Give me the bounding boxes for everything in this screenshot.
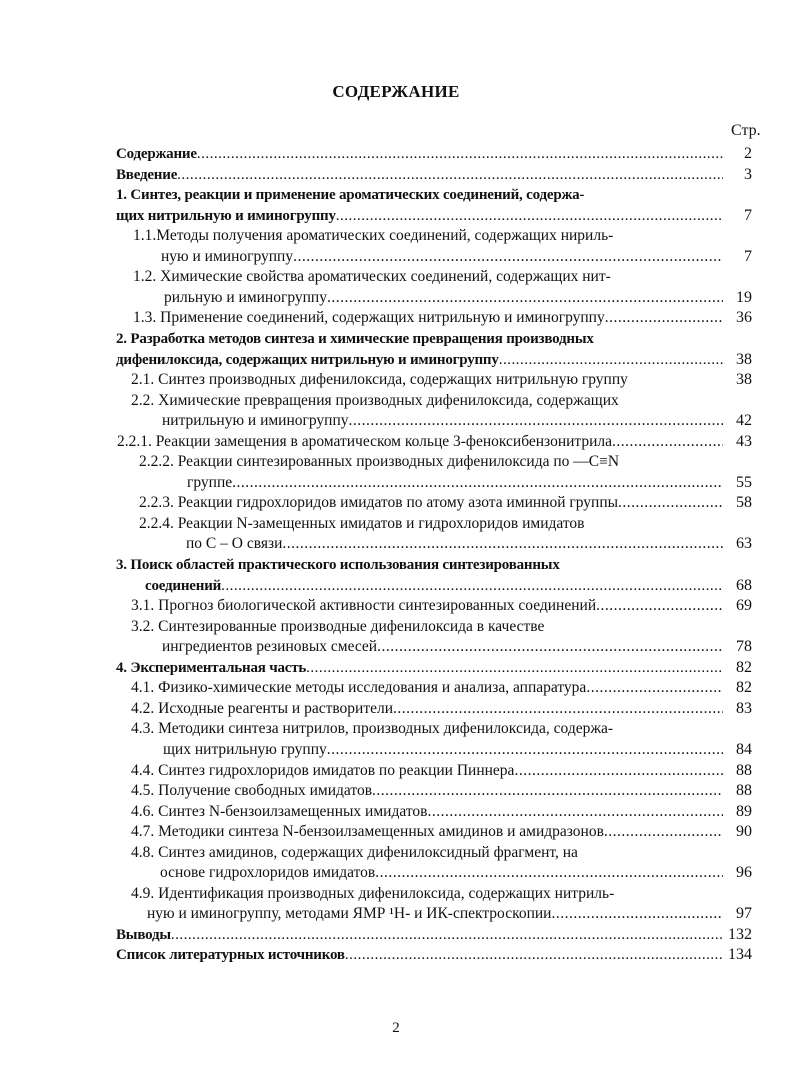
toc-entry-line <box>116 925 723 945</box>
toc-entry-text: 4.6. Синтез N-бензоилзамещенных имидатов <box>131 802 428 820</box>
toc-entry-text: 4.7. Методики синтеза N-бензоилзамещенных амидинов и амидразонов <box>131 823 604 841</box>
dot-leader <box>306 658 723 678</box>
toc-entry-text: 2.2. Химические превращения производных дифенилоксида, содержащих <box>131 391 619 409</box>
toc-entry-text: 2.2.4. Реакции N-замещенных имидатов и гидрохлоридов имидатов <box>139 514 585 532</box>
toc-entry-line <box>116 945 723 965</box>
dot-leader <box>282 534 723 554</box>
toc-entry-line <box>131 596 723 616</box>
toc-entry-line <box>187 473 723 493</box>
dot-leader <box>349 411 723 431</box>
toc-entry-text: 2.2.1. Реакции замещения в ароматическом кольце 3-феноксибензонитрила <box>117 432 613 450</box>
toc-page-number: 43 <box>736 432 752 450</box>
toc-entry-line <box>133 308 723 328</box>
toc-page-number: 7 <box>744 206 752 224</box>
toc-entry-line <box>164 288 723 308</box>
dot-leader <box>327 288 723 308</box>
dot-leader <box>393 699 723 719</box>
toc-page-number: 84 <box>736 740 752 758</box>
toc-entry-text: 1.2. Химические свойства ароматических соединений, содержащих нит- <box>133 268 611 286</box>
dot-leader <box>177 165 723 185</box>
toc-entry-line <box>116 658 723 678</box>
toc-entry-line <box>116 165 723 185</box>
dot-leader <box>336 206 723 226</box>
dot-leader <box>551 904 723 924</box>
page-number: 2 <box>392 1020 400 1036</box>
toc-entry-text: рильную и иминогруппу <box>164 288 327 306</box>
dot-leader <box>427 802 723 822</box>
toc-entry-text: нитрильную и иминогруппу <box>162 412 349 430</box>
toc-entry-line <box>133 267 730 287</box>
toc-entry-line <box>163 740 723 760</box>
dot-leader <box>499 350 723 370</box>
toc-entry-text: 1.3. Применение соединений, содержащих нитрильную и иминогруппу <box>133 309 605 327</box>
toc-entry-line <box>131 699 723 719</box>
toc-entry-line <box>139 452 730 472</box>
toc-page-number: 55 <box>736 473 752 491</box>
toc-page-number: 88 <box>736 782 752 800</box>
toc-entry-line <box>131 370 723 390</box>
toc-entry-text: основе гидрохлоридов имидатов <box>160 864 376 882</box>
toc-entry-text: 4.4. Синтез гидрохлоридов имидатов по реакции Пиннера <box>131 761 515 779</box>
toc-page-number: 42 <box>736 412 752 430</box>
toc-entry-text: ингредиентов резиновых смесей <box>162 638 378 656</box>
dot-leader <box>221 576 723 596</box>
toc-page-number: 7 <box>744 247 752 265</box>
toc-entry-text: 2. Разработка методов синтеза и химические превращения производных <box>116 330 594 347</box>
toc-entry-text: 4.9. Идентификация производных дифенилоксида, содержащих нитриль- <box>131 884 615 902</box>
dot-leader <box>345 945 723 965</box>
toc-entry-text: 2.1. Синтез производных дифенилоксида, содержащих нитрильную группу <box>131 371 628 389</box>
toc-entry-line <box>116 185 730 205</box>
dot-leader <box>372 781 723 801</box>
toc-entry-line <box>116 350 723 370</box>
toc-entry-text: 3. Поиск областей практического использования синтезированных <box>116 557 560 573</box>
toc-entry-text: 2.2.3. Реакции гидрохлоридов имидатов по атому азота иминной группы <box>139 494 619 512</box>
toc-entry-text: Содержание <box>116 146 197 162</box>
toc-entry-text: щих нитрильную группу <box>163 740 327 758</box>
toc-entry-text: ную и иминогруппу <box>161 247 294 265</box>
page-column-header: Стр. <box>731 122 761 139</box>
dot-leader <box>197 144 723 164</box>
toc-entry-line <box>131 719 730 739</box>
toc-entry-text: Выводы <box>116 926 171 943</box>
toc-entry-line <box>116 555 730 575</box>
toc-entry-line <box>145 576 723 596</box>
toc-page-number: 68 <box>736 576 752 594</box>
toc-page-number: 88 <box>736 761 752 779</box>
toc-entry-line <box>131 391 730 411</box>
toc-page-number: 82 <box>736 679 752 697</box>
toc-page-number: 89 <box>736 802 752 820</box>
toc-page-number: 82 <box>736 658 752 676</box>
toc-page-number: 134 <box>728 946 752 964</box>
toc-entry-text: 3.2. Синтезированные производные дифенилоксида в качестве <box>131 617 545 635</box>
toc-page-number: 63 <box>736 535 752 553</box>
toc-entry-line <box>131 843 730 863</box>
dot-leader <box>232 473 723 493</box>
dot-leader <box>293 247 723 267</box>
toc-entry-text: 4.8. Синтез амидинов, содержащих дифенилоксидный фрагмент, на <box>131 843 578 861</box>
toc-page-number: 90 <box>736 823 752 841</box>
toc-entry-text: 3.1. Прогноз биологической активности синтезированных соединений <box>131 597 597 615</box>
toc-entry-text: 4.3. Методики синтеза нитрилов, производных дифенилоксида, содержа- <box>131 720 614 738</box>
toc-entry-line <box>116 144 723 164</box>
toc-entry-text: Список литературных источников <box>116 947 345 964</box>
dot-leader <box>171 925 723 945</box>
dot-leader <box>514 761 723 781</box>
toc-entry-text: Введение <box>116 166 178 183</box>
toc-entry-line <box>131 617 730 637</box>
toc-entry-line <box>161 247 723 267</box>
toc-entry-line <box>139 493 723 513</box>
toc-entry-text: дифенилоксида, содержащих нитрильную и иминогруппу <box>116 351 499 368</box>
toc-page-number: 58 <box>736 494 752 512</box>
dot-leader <box>327 740 723 760</box>
toc-page-number: 3 <box>744 165 752 183</box>
toc-page-number: 2 <box>744 145 752 162</box>
toc-entry-line <box>131 761 723 781</box>
toc-entry-line <box>160 863 723 883</box>
toc-entry-line <box>116 206 723 226</box>
toc-entry-line <box>131 822 723 842</box>
toc-entry-line <box>131 781 723 801</box>
toc-entry-line <box>139 514 730 534</box>
toc-entry-line <box>131 678 723 698</box>
toc-entry-text: 1.1.Методы получения ароматических соединений, содержащих нириль- <box>133 227 614 245</box>
toc-entry-line <box>117 432 723 452</box>
toc-entry-line <box>131 802 723 822</box>
dot-leader <box>377 637 723 657</box>
toc-page-number: 38 <box>736 350 752 368</box>
toc-page-number: 83 <box>736 699 752 717</box>
toc-entry-text: 2.2.2. Реакции синтезированных производных дифенилоксида по —C≡N <box>139 453 620 471</box>
toc-entry-text: 1. Синтез, реакции и применение ароматических соединений, содержа- <box>116 187 585 204</box>
toc-entry-line <box>131 884 730 904</box>
toc-page-number: 38 <box>736 371 752 389</box>
toc-entry-text: 4.5. Получение свободных имидатов <box>131 782 373 800</box>
toc-page-number: 132 <box>728 925 752 943</box>
toc-page-number: 19 <box>736 288 752 306</box>
toc-entry-text: 4. Экспериментальная часть <box>116 659 307 676</box>
toc-entry-line <box>133 226 730 246</box>
toc-entry-text: соединений <box>145 577 222 594</box>
toc-page-number: 96 <box>736 864 752 882</box>
toc-entry-line <box>116 329 730 349</box>
toc-entry-line <box>162 637 723 657</box>
toc-page-number: 97 <box>736 905 752 923</box>
toc-entry-line <box>162 411 723 431</box>
toc-entry-text: щих нитрильную и иминогруппу <box>116 207 336 224</box>
toc-entry-line <box>186 534 723 554</box>
page-title: СОДЕРЖАНИЕ <box>332 82 460 101</box>
toc-entry-text: ную и иминогруппу, методами ЯМР ¹Н- и ИК-спектроскопии <box>147 905 552 923</box>
toc-page-number: 36 <box>736 309 752 327</box>
toc-entry-line <box>147 904 723 924</box>
dot-leader <box>375 863 723 883</box>
toc-entry-text: 4.1. Физико-химические методы исследования и анализа, аппаратура <box>131 679 587 697</box>
toc-entry-text: 4.2. Исходные реагенты и растворители <box>131 699 394 717</box>
toc-entry-text: группе <box>187 473 233 491</box>
toc-entry-text: по С – О связи <box>186 535 283 553</box>
toc-page-number: 69 <box>736 597 752 615</box>
toc-page-number: 78 <box>736 638 752 656</box>
